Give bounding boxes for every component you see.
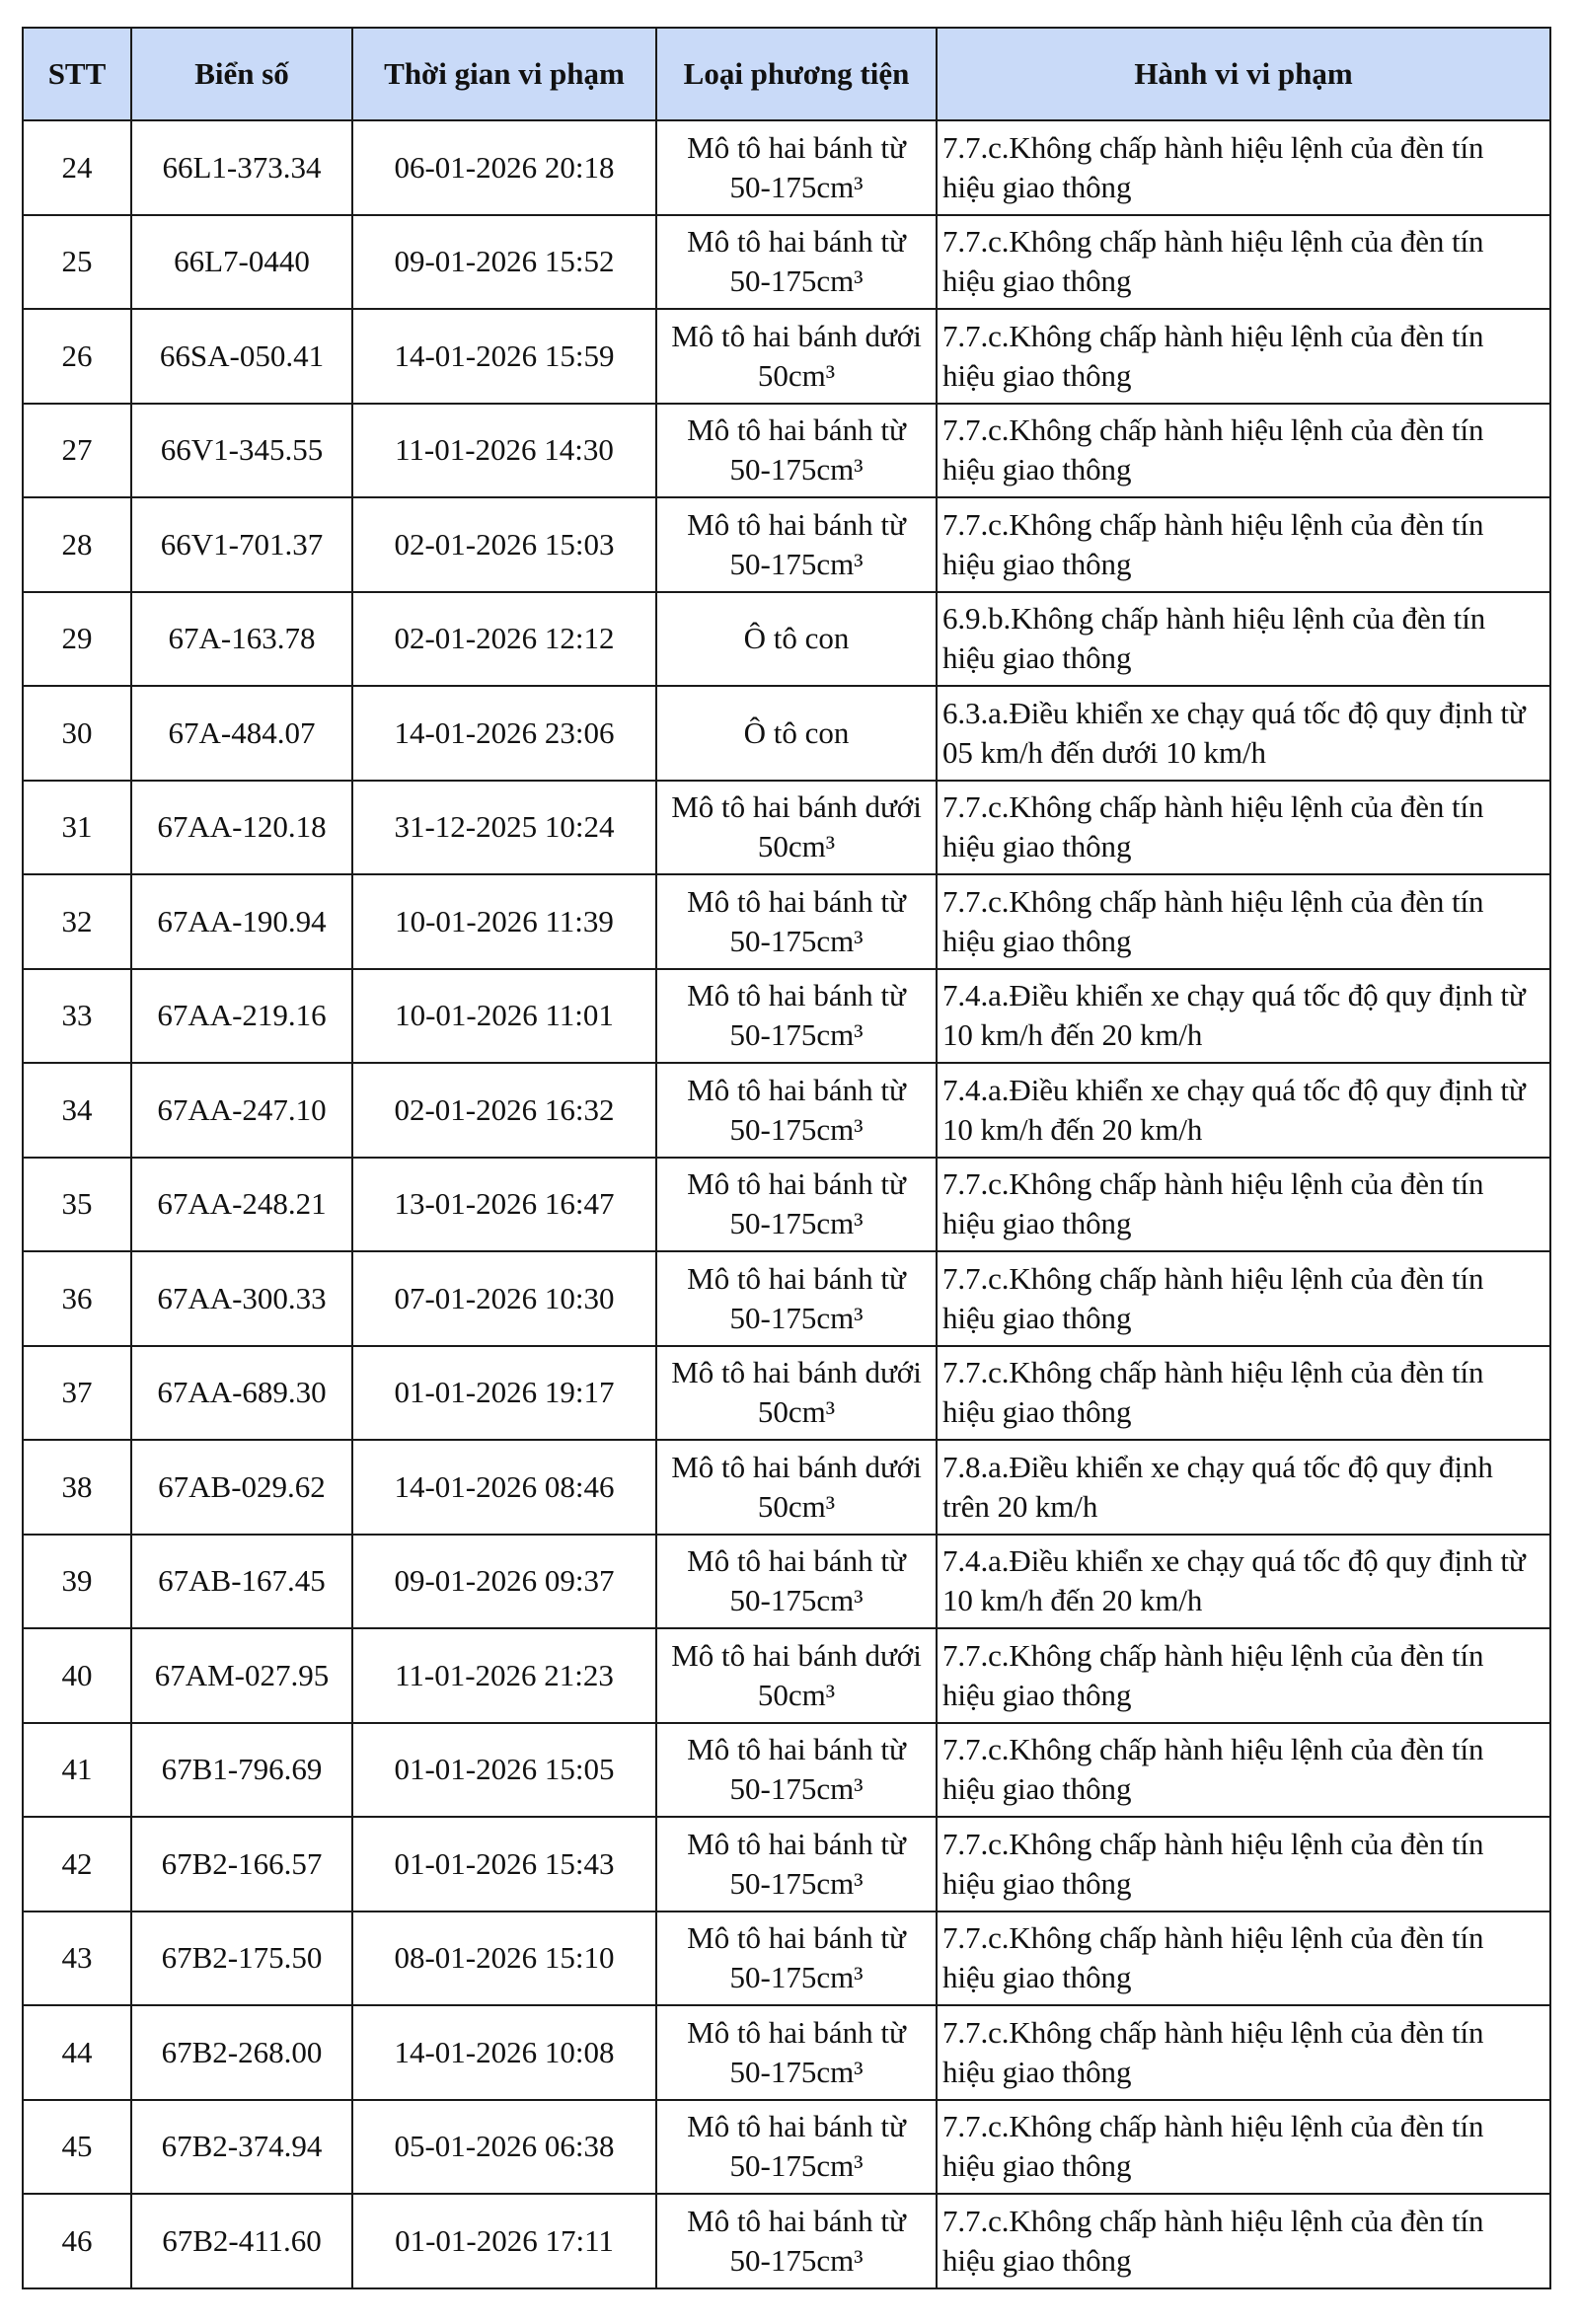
cell-stt: 30 xyxy=(23,686,131,781)
cell-thoi-gian: 13-01-2026 16:47 xyxy=(352,1158,656,1252)
cell-hanh-vi: 7.4.a.Điều khiển xe chạy quá tốc độ quy định từ 10 km/h đến 20 km/h xyxy=(937,1535,1550,1629)
table-row xyxy=(23,1628,1550,1723)
cell-thoi-gian: 01-01-2026 15:43 xyxy=(352,1817,656,1912)
cell-thoi-gian: 10-01-2026 11:39 xyxy=(352,874,656,969)
cell-stt: 36 xyxy=(23,1251,131,1346)
table-row xyxy=(23,874,1550,969)
cell-hanh-vi: 7.7.c.Không chấp hành hiệu lệnh của đèn tín hiệu giao thông xyxy=(937,1817,1550,1912)
cell-stt: 45 xyxy=(23,2100,131,2195)
cell-stt: 40 xyxy=(23,1628,131,1723)
cell-loai-phuong-tien: Mô tô hai bánh dưới 50cm³ xyxy=(656,1346,937,1441)
table-row xyxy=(23,1158,1550,1252)
table-body xyxy=(23,120,1550,2288)
cell-hanh-vi: 7.7.c.Không chấp hành hiệu lệnh của đèn tín hiệu giao thông xyxy=(937,1912,1550,2006)
cell-thoi-gian: 02-01-2026 15:03 xyxy=(352,497,656,592)
cell-bien-so: 67AA-219.16 xyxy=(131,969,352,1064)
cell-thoi-gian: 31-12-2025 10:24 xyxy=(352,781,656,875)
cell-loai-phuong-tien: Mô tô hai bánh từ 50-175cm³ xyxy=(656,2005,937,2100)
cell-hanh-vi: 7.7.c.Không chấp hành hiệu lệnh của đèn tín hiệu giao thông xyxy=(937,781,1550,875)
cell-stt: 33 xyxy=(23,969,131,1064)
cell-loai-phuong-tien: Mô tô hai bánh từ 50-175cm³ xyxy=(656,497,937,592)
cell-bien-so: 67AB-167.45 xyxy=(131,1535,352,1629)
cell-loai-phuong-tien: Mô tô hai bánh từ 50-175cm³ xyxy=(656,1251,937,1346)
cell-hanh-vi: 7.7.c.Không chấp hành hiệu lệnh của đèn tín hiệu giao thông xyxy=(937,1346,1550,1441)
cell-loai-phuong-tien: Mô tô hai bánh từ 50-175cm³ xyxy=(656,1912,937,2006)
cell-loai-phuong-tien: Mô tô hai bánh từ 50-175cm³ xyxy=(656,120,937,215)
cell-stt: 25 xyxy=(23,215,131,310)
cell-thoi-gian: 07-01-2026 10:30 xyxy=(352,1251,656,1346)
cell-thoi-gian: 14-01-2026 15:59 xyxy=(352,309,656,404)
cell-bien-so: 67AA-120.18 xyxy=(131,781,352,875)
violation-table xyxy=(22,27,1551,2289)
cell-hanh-vi: 7.7.c.Không chấp hành hiệu lệnh của đèn tín hiệu giao thông xyxy=(937,2194,1550,2288)
cell-stt: 35 xyxy=(23,1158,131,1252)
cell-hanh-vi: 7.7.c.Không chấp hành hiệu lệnh của đèn tín hiệu giao thông xyxy=(937,1158,1550,1252)
table-row xyxy=(23,309,1550,404)
table-row xyxy=(23,686,1550,781)
cell-thoi-gian: 01-01-2026 15:05 xyxy=(352,1723,656,1818)
cell-loai-phuong-tien: Mô tô hai bánh từ 50-175cm³ xyxy=(656,1723,937,1818)
cell-thoi-gian: 14-01-2026 23:06 xyxy=(352,686,656,781)
cell-bien-so: 66V1-701.37 xyxy=(131,497,352,592)
cell-loai-phuong-tien: Mô tô hai bánh từ 50-175cm³ xyxy=(656,969,937,1064)
cell-loai-phuong-tien: Mô tô hai bánh từ 50-175cm³ xyxy=(656,2194,937,2288)
cell-thoi-gian: 08-01-2026 15:10 xyxy=(352,1912,656,2006)
cell-stt: 44 xyxy=(23,2005,131,2100)
cell-bien-so: 66SA-050.41 xyxy=(131,309,352,404)
cell-bien-so: 66L1-373.34 xyxy=(131,120,352,215)
table-row xyxy=(23,2194,1550,2288)
cell-stt: 27 xyxy=(23,404,131,498)
cell-bien-so: 67AA-247.10 xyxy=(131,1063,352,1158)
cell-hanh-vi: 7.7.c.Không chấp hành hiệu lệnh của đèn tín hiệu giao thông xyxy=(937,215,1550,310)
table-row xyxy=(23,2005,1550,2100)
cell-bien-so: 67AA-689.30 xyxy=(131,1346,352,1441)
cell-stt: 31 xyxy=(23,781,131,875)
table-row xyxy=(23,1251,1550,1346)
cell-loai-phuong-tien: Mô tô hai bánh từ 50-175cm³ xyxy=(656,1063,937,1158)
cell-stt: 39 xyxy=(23,1535,131,1629)
table-row xyxy=(23,120,1550,215)
cell-thoi-gian: 09-01-2026 09:37 xyxy=(352,1535,656,1629)
cell-bien-so: 67B2-268.00 xyxy=(131,2005,352,2100)
cell-hanh-vi: 7.7.c.Không chấp hành hiệu lệnh của đèn tín hiệu giao thông xyxy=(937,874,1550,969)
table-row xyxy=(23,497,1550,592)
cell-loai-phuong-tien: Mô tô hai bánh từ 50-175cm³ xyxy=(656,2100,937,2195)
cell-loai-phuong-tien: Mô tô hai bánh từ 50-175cm³ xyxy=(656,215,937,310)
cell-loai-phuong-tien: Ô tô con xyxy=(656,592,937,687)
table-row xyxy=(23,592,1550,687)
cell-bien-so: 67B2-166.57 xyxy=(131,1817,352,1912)
cell-stt: 32 xyxy=(23,874,131,969)
cell-thoi-gian: 06-01-2026 20:18 xyxy=(352,120,656,215)
cell-bien-so: 67AA-190.94 xyxy=(131,874,352,969)
cell-thoi-gian: 01-01-2026 17:11 xyxy=(352,2194,656,2288)
cell-loai-phuong-tien: Mô tô hai bánh từ 50-175cm³ xyxy=(656,404,937,498)
cell-thoi-gian: 14-01-2026 10:08 xyxy=(352,2005,656,2100)
cell-stt: 26 xyxy=(23,309,131,404)
cell-stt: 24 xyxy=(23,120,131,215)
cell-loai-phuong-tien: Mô tô hai bánh từ 50-175cm³ xyxy=(656,1817,937,1912)
table-row xyxy=(23,969,1550,1064)
cell-loai-phuong-tien: Mô tô hai bánh dưới 50cm³ xyxy=(656,1628,937,1723)
cell-hanh-vi: 7.7.c.Không chấp hành hiệu lệnh của đèn tín hiệu giao thông xyxy=(937,120,1550,215)
header-stt: STT xyxy=(23,28,131,120)
violation-table-container xyxy=(22,27,1551,2289)
cell-hanh-vi: 6.9.b.Không chấp hành hiệu lệnh của đèn tín hiệu giao thông xyxy=(937,592,1550,687)
cell-thoi-gian: 01-01-2026 19:17 xyxy=(352,1346,656,1441)
cell-hanh-vi: 6.3.a.Điều khiển xe chạy quá tốc độ quy định từ 05 km/h đến dưới 10 km/h xyxy=(937,686,1550,781)
cell-stt: 38 xyxy=(23,1440,131,1535)
cell-stt: 42 xyxy=(23,1817,131,1912)
cell-loai-phuong-tien: Mô tô hai bánh từ 50-175cm³ xyxy=(656,1535,937,1629)
cell-bien-so: 66L7-0440 xyxy=(131,215,352,310)
cell-loai-phuong-tien: Ô tô con xyxy=(656,686,937,781)
table-row xyxy=(23,1723,1550,1818)
table-row xyxy=(23,1440,1550,1535)
header-row xyxy=(23,28,1550,120)
cell-stt: 29 xyxy=(23,592,131,687)
cell-loai-phuong-tien: Mô tô hai bánh từ 50-175cm³ xyxy=(656,1158,937,1252)
cell-bien-so: 67B1-796.69 xyxy=(131,1723,352,1818)
table-row xyxy=(23,1063,1550,1158)
cell-loai-phuong-tien: Mô tô hai bánh dưới 50cm³ xyxy=(656,781,937,875)
cell-thoi-gian: 02-01-2026 12:12 xyxy=(352,592,656,687)
cell-loai-phuong-tien: Mô tô hai bánh dưới 50cm³ xyxy=(656,309,937,404)
header-thoi-gian: Thời gian vi phạm xyxy=(352,28,656,120)
cell-thoi-gian: 09-01-2026 15:52 xyxy=(352,215,656,310)
cell-loai-phuong-tien: Mô tô hai bánh dưới 50cm³ xyxy=(656,1440,937,1535)
cell-bien-so: 67AB-029.62 xyxy=(131,1440,352,1535)
cell-hanh-vi: 7.7.c.Không chấp hành hiệu lệnh của đèn tín hiệu giao thông xyxy=(937,497,1550,592)
cell-stt: 46 xyxy=(23,2194,131,2288)
cell-hanh-vi: 7.7.c.Không chấp hành hiệu lệnh của đèn tín hiệu giao thông xyxy=(937,2100,1550,2195)
cell-hanh-vi: 7.7.c.Không chấp hành hiệu lệnh của đèn tín hiệu giao thông xyxy=(937,404,1550,498)
table-header xyxy=(23,28,1550,120)
cell-thoi-gian: 11-01-2026 21:23 xyxy=(352,1628,656,1723)
cell-hanh-vi: 7.4.a.Điều khiển xe chạy quá tốc độ quy định từ 10 km/h đến 20 km/h xyxy=(937,969,1550,1064)
header-hanh-vi: Hành vi vi phạm xyxy=(937,28,1550,120)
cell-hanh-vi: 7.8.a.Điều khiển xe chạy quá tốc độ quy định trên 20 km/h xyxy=(937,1440,1550,1535)
table-row xyxy=(23,1535,1550,1629)
table-row xyxy=(23,2100,1550,2195)
table-row xyxy=(23,1817,1550,1912)
cell-thoi-gian: 05-01-2026 06:38 xyxy=(352,2100,656,2195)
cell-hanh-vi: 7.7.c.Không chấp hành hiệu lệnh của đèn tín hiệu giao thông xyxy=(937,309,1550,404)
cell-hanh-vi: 7.7.c.Không chấp hành hiệu lệnh của đèn tín hiệu giao thông xyxy=(937,1251,1550,1346)
cell-bien-so: 67B2-411.60 xyxy=(131,2194,352,2288)
cell-thoi-gian: 14-01-2026 08:46 xyxy=(352,1440,656,1535)
cell-bien-so: 67AA-248.21 xyxy=(131,1158,352,1252)
cell-stt: 41 xyxy=(23,1723,131,1818)
cell-bien-so: 67B2-374.94 xyxy=(131,2100,352,2195)
cell-stt: 34 xyxy=(23,1063,131,1158)
cell-bien-so: 67B2-175.50 xyxy=(131,1912,352,2006)
cell-hanh-vi: 7.4.a.Điều khiển xe chạy quá tốc độ quy định từ 10 km/h đến 20 km/h xyxy=(937,1063,1550,1158)
cell-hanh-vi: 7.7.c.Không chấp hành hiệu lệnh của đèn tín hiệu giao thông xyxy=(937,2005,1550,2100)
cell-hanh-vi: 7.7.c.Không chấp hành hiệu lệnh của đèn tín hiệu giao thông xyxy=(937,1723,1550,1818)
table-row xyxy=(23,781,1550,875)
table-row xyxy=(23,404,1550,498)
cell-thoi-gian: 11-01-2026 14:30 xyxy=(352,404,656,498)
table-row xyxy=(23,215,1550,310)
cell-bien-so: 67AM-027.95 xyxy=(131,1628,352,1723)
cell-bien-so: 66V1-345.55 xyxy=(131,404,352,498)
cell-bien-so: 67A-484.07 xyxy=(131,686,352,781)
cell-thoi-gian: 02-01-2026 16:32 xyxy=(352,1063,656,1158)
header-loai-phuong-tien: Loại phương tiện xyxy=(656,28,937,120)
cell-hanh-vi: 7.7.c.Không chấp hành hiệu lệnh của đèn tín hiệu giao thông xyxy=(937,1628,1550,1723)
cell-loai-phuong-tien: Mô tô hai bánh từ 50-175cm³ xyxy=(656,874,937,969)
cell-bien-so: 67A-163.78 xyxy=(131,592,352,687)
table-row xyxy=(23,1346,1550,1441)
table-row xyxy=(23,1912,1550,2006)
header-bien-so: Biển số xyxy=(131,28,352,120)
cell-bien-so: 67AA-300.33 xyxy=(131,1251,352,1346)
cell-thoi-gian: 10-01-2026 11:01 xyxy=(352,969,656,1064)
cell-stt: 28 xyxy=(23,497,131,592)
cell-stt: 43 xyxy=(23,1912,131,2006)
cell-stt: 37 xyxy=(23,1346,131,1441)
